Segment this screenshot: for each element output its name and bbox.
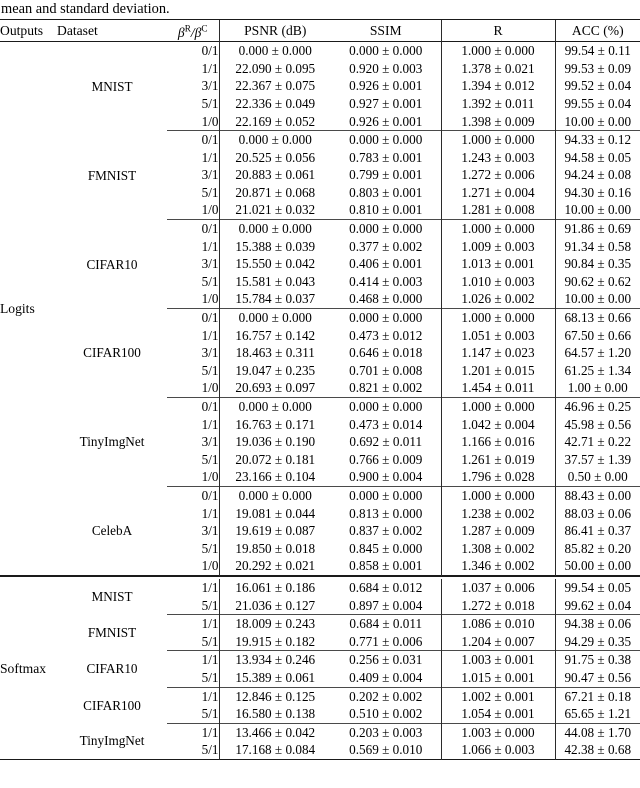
cell-r: 1.037 ± 0.006	[441, 579, 555, 597]
cell-acc: 91.86 ± 0.69	[555, 220, 640, 238]
column-header-ssim: SSIM	[369, 22, 402, 38]
cell-psnr: 22.367 ± 0.075	[219, 77, 331, 95]
cell-ssim: 0.414 ± 0.003	[349, 273, 423, 289]
cell-ssim: 0.701 ± 0.008	[349, 362, 423, 378]
cell-acc: 10.00 ± 0.00	[555, 113, 640, 131]
cell-r: 1.281 ± 0.008	[441, 201, 555, 219]
cell-ssim: 0.900 ± 0.004	[349, 469, 423, 485]
column-header-dataset: Dataset	[57, 22, 98, 38]
cell-psnr: 20.292 ± 0.021	[219, 557, 331, 575]
cell-ssim: 0.684 ± 0.012	[349, 579, 423, 595]
cell-psnr: 13.466 ± 0.042	[219, 724, 331, 742]
cell-psnr: 0.000 ± 0.000	[219, 131, 331, 149]
cell-psnr: 15.550 ± 0.042	[219, 255, 331, 273]
cell-beta-ratio: 3/1	[201, 167, 219, 183]
cell-r: 1.378 ± 0.021	[441, 60, 555, 78]
cell-beta-ratio: 1/1	[201, 505, 219, 521]
cell-ssim: 0.858 ± 0.001	[349, 558, 423, 574]
cell-acc: 88.43 ± 0.00	[555, 487, 640, 505]
cell-acc: 90.62 ± 0.62	[555, 273, 640, 291]
dataset-label: FMNIST	[87, 167, 137, 183]
cell-acc: 99.53 ± 0.09	[555, 60, 640, 78]
cell-beta-ratio: 0/1	[201, 43, 219, 59]
results-table-body	[0, 20, 640, 760]
cell-ssim: 0.473 ± 0.014	[349, 416, 423, 432]
cell-psnr: 16.757 ± 0.142	[219, 327, 331, 345]
cell-beta-ratio: 3/1	[201, 345, 219, 361]
dataset-label: TinyImgNet	[79, 434, 145, 450]
cell-acc: 0.50 ± 0.00	[555, 468, 640, 486]
cell-ssim: 0.406 ± 0.001	[349, 256, 423, 272]
cell-psnr: 18.463 ± 0.311	[219, 344, 331, 362]
table-row	[0, 220, 640, 238]
cell-acc: 99.54 ± 0.05	[555, 579, 640, 597]
cell-r: 1.042 ± 0.004	[441, 416, 555, 434]
table-row	[0, 42, 640, 60]
cell-ssim: 0.000 ± 0.000	[349, 221, 423, 237]
cell-psnr: 20.693 ± 0.097	[219, 379, 331, 397]
cell-ssim: 0.203 ± 0.003	[349, 724, 423, 740]
cell-psnr: 20.883 ± 0.061	[219, 166, 331, 184]
cell-beta-ratio: 5/1	[201, 742, 219, 758]
cell-psnr: 0.000 ± 0.000	[219, 398, 331, 416]
cell-beta-ratio: 5/1	[201, 273, 219, 289]
cell-r: 1.003 ± 0.000	[441, 724, 555, 742]
cell-ssim: 0.684 ± 0.011	[349, 616, 423, 632]
cell-r: 1.398 ± 0.009	[441, 113, 555, 131]
cell-r: 1.026 ± 0.002	[441, 290, 555, 308]
table-row	[0, 579, 640, 597]
dataset-label: CIFAR100	[83, 697, 141, 713]
cell-ssim: 0.646 ± 0.018	[349, 345, 423, 361]
cell-acc: 42.38 ± 0.68	[555, 741, 640, 759]
cell-r: 1.796 ± 0.028	[441, 468, 555, 486]
cell-ssim: 0.000 ± 0.000	[349, 43, 423, 59]
cell-r: 1.238 ± 0.002	[441, 505, 555, 523]
cell-acc: 10.00 ± 0.00	[555, 201, 640, 219]
cell-acc: 94.24 ± 0.08	[555, 166, 640, 184]
cell-ssim: 0.510 ± 0.002	[349, 706, 423, 722]
cell-psnr: 19.915 ± 0.182	[219, 633, 331, 651]
cell-psnr: 22.336 ± 0.049	[219, 95, 331, 113]
dataset-label: CelebA	[91, 523, 133, 539]
cell-r: 1.000 ± 0.000	[441, 398, 555, 416]
cell-r: 1.086 ± 0.010	[441, 615, 555, 633]
cell-acc: 94.30 ± 0.16	[555, 184, 640, 202]
table-row	[0, 688, 640, 706]
table-row	[0, 487, 640, 505]
section-label-softmax: Softmax	[0, 661, 47, 677]
cell-beta-ratio: 1/1	[201, 60, 219, 76]
cell-ssim: 0.813 ± 0.000	[349, 505, 423, 521]
cell-ssim: 0.783 ± 0.001	[349, 149, 423, 165]
cell-ssim: 0.771 ± 0.006	[349, 633, 423, 649]
cell-acc: 65.65 ± 1.21	[555, 705, 640, 723]
dataset-label: CIFAR10	[86, 256, 138, 272]
cell-r: 1.009 ± 0.003	[441, 238, 555, 256]
cell-ssim: 0.473 ± 0.012	[349, 327, 423, 343]
cell-psnr: 20.871 ± 0.068	[219, 184, 331, 202]
cell-acc: 10.00 ± 0.00	[555, 290, 640, 308]
cell-acc: 85.82 ± 0.20	[555, 540, 640, 558]
cell-acc: 99.54 ± 0.11	[555, 42, 640, 60]
caption-tail: mean and standard deviation.	[1, 1, 170, 17]
cell-beta-ratio: 3/1	[201, 256, 219, 272]
cell-acc: 68.13 ± 0.66	[555, 309, 640, 327]
cell-ssim: 0.377 ± 0.002	[349, 238, 423, 254]
cell-beta-ratio: 1/1	[201, 724, 219, 740]
cell-acc: 99.55 ± 0.04	[555, 95, 640, 113]
cell-beta-ratio: 0/1	[201, 310, 219, 326]
cell-beta-ratio: 3/1	[201, 434, 219, 450]
cell-ssim: 0.837 ± 0.002	[349, 523, 423, 539]
cell-beta-ratio: 1/1	[201, 327, 219, 343]
cell-acc: 90.47 ± 0.56	[555, 669, 640, 687]
cell-r: 1.271 ± 0.004	[441, 184, 555, 202]
cell-beta-ratio: 5/1	[201, 362, 219, 378]
cell-r: 1.015 ± 0.001	[441, 669, 555, 687]
cell-r: 1.000 ± 0.000	[441, 42, 555, 60]
cell-acc: 46.96 ± 0.25	[555, 398, 640, 416]
cell-acc: 64.57 ± 1.20	[555, 344, 640, 362]
cell-r: 1.272 ± 0.018	[441, 597, 555, 615]
cell-r: 1.147 ± 0.023	[441, 344, 555, 362]
cell-psnr: 18.009 ± 0.243	[219, 615, 331, 633]
cell-ssim: 0.202 ± 0.002	[349, 688, 423, 704]
cell-beta-ratio: 1/1	[201, 688, 219, 704]
cell-psnr: 20.525 ± 0.056	[219, 149, 331, 167]
cell-r: 1.287 ± 0.009	[441, 522, 555, 540]
cell-ssim: 0.000 ± 0.000	[349, 310, 423, 326]
cell-psnr: 21.021 ± 0.032	[219, 201, 331, 219]
cell-r: 1.261 ± 0.019	[441, 451, 555, 469]
cell-beta-ratio: 5/1	[201, 451, 219, 467]
table-row	[0, 651, 640, 669]
cell-beta-ratio: 1/0	[201, 291, 219, 307]
cell-beta-ratio: 1/1	[201, 238, 219, 254]
cell-r: 1.010 ± 0.003	[441, 273, 555, 291]
cell-r: 1.066 ± 0.003	[441, 741, 555, 759]
cell-beta-ratio: 1/0	[201, 558, 219, 574]
cell-r: 1.201 ± 0.015	[441, 362, 555, 380]
cell-psnr: 19.047 ± 0.235	[219, 362, 331, 380]
cell-psnr: 0.000 ± 0.000	[219, 220, 331, 238]
column-header-outputs: Outputs	[0, 22, 44, 38]
dataset-label: MNIST	[91, 588, 133, 604]
cell-acc: 67.50 ± 0.66	[555, 327, 640, 345]
cell-beta-ratio: 0/1	[201, 399, 219, 414]
dataset-label: MNIST	[91, 78, 133, 94]
cell-ssim: 0.692 ± 0.011	[349, 434, 423, 450]
horizontal-rule	[0, 759, 640, 760]
cell-psnr: 22.169 ± 0.052	[219, 113, 331, 131]
column-header-beta-ratio: $\beta^R/\beta^C$	[177, 23, 208, 40]
cell-psnr: 19.619 ± 0.087	[219, 522, 331, 540]
cell-psnr: 23.166 ± 0.104	[219, 468, 331, 486]
cell-ssim: 0.000 ± 0.000	[349, 132, 423, 148]
cell-beta-ratio: 1/0	[201, 113, 219, 129]
cell-beta-ratio: 1/1	[201, 652, 219, 668]
cell-r: 1.000 ± 0.000	[441, 220, 555, 238]
cell-acc: 45.98 ± 0.56	[555, 416, 640, 434]
cell-r: 1.003 ± 0.001	[441, 651, 555, 669]
dataset-label: CIFAR10	[86, 661, 138, 677]
cell-psnr: 16.061 ± 0.186	[219, 579, 331, 597]
cell-ssim: 0.000 ± 0.000	[349, 399, 423, 414]
cell-beta-ratio: 1/1	[201, 616, 219, 632]
cell-ssim: 0.000 ± 0.000	[349, 487, 423, 503]
cell-acc: 94.29 ± 0.35	[555, 633, 640, 651]
cell-r: 1.392 ± 0.011	[441, 95, 555, 113]
cell-ssim: 0.920 ± 0.003	[349, 60, 423, 76]
cell-acc: 42.71 ± 0.22	[555, 433, 640, 451]
cell-psnr: 20.072 ± 0.181	[219, 451, 331, 469]
cell-r: 1.204 ± 0.007	[441, 633, 555, 651]
results-table	[0, 19, 640, 760]
cell-beta-ratio: 0/1	[201, 221, 219, 237]
cell-ssim: 0.926 ± 0.001	[349, 78, 423, 94]
cell-r: 1.454 ± 0.011	[441, 379, 555, 397]
cell-beta-ratio: 5/1	[201, 706, 219, 722]
cell-acc: 61.25 ± 1.34	[555, 362, 640, 380]
table-row	[0, 309, 640, 327]
cell-psnr: 17.168 ± 0.084	[219, 741, 331, 759]
cell-ssim: 0.409 ± 0.004	[349, 669, 423, 685]
cell-r: 1.000 ± 0.000	[441, 131, 555, 149]
cell-psnr: 22.090 ± 0.095	[219, 60, 331, 78]
dataset-label: CIFAR100	[83, 345, 141, 361]
cell-psnr: 16.580 ± 0.138	[219, 705, 331, 723]
cell-psnr: 15.389 ± 0.061	[219, 669, 331, 687]
cell-acc: 99.52 ± 0.04	[555, 77, 640, 95]
table-row	[0, 724, 640, 742]
cell-psnr: 21.036 ± 0.127	[219, 597, 331, 615]
cell-ssim: 0.766 ± 0.009	[349, 451, 423, 467]
column-header-acc: ACC (%)	[555, 20, 640, 42]
cell-acc: 50.00 ± 0.00	[555, 557, 640, 575]
section-label-logits: Logits	[0, 300, 35, 316]
cell-psnr: 15.581 ± 0.043	[219, 273, 331, 291]
cell-psnr: 0.000 ± 0.000	[219, 487, 331, 505]
cell-acc: 94.38 ± 0.06	[555, 615, 640, 633]
cell-beta-ratio: 1/0	[201, 202, 219, 218]
cell-psnr: 19.850 ± 0.018	[219, 540, 331, 558]
cell-acc: 86.41 ± 0.37	[555, 522, 640, 540]
cell-r: 1.394 ± 0.012	[441, 77, 555, 95]
cell-r: 1.308 ± 0.002	[441, 540, 555, 558]
cell-acc: 94.58 ± 0.05	[555, 149, 640, 167]
cell-r: 1.166 ± 0.016	[441, 433, 555, 451]
cell-beta-ratio: 3/1	[201, 78, 219, 94]
cell-psnr: 19.036 ± 0.190	[219, 433, 331, 451]
column-header-r: R	[441, 20, 555, 42]
cell-acc: 67.21 ± 0.18	[555, 688, 640, 706]
cell-psnr: 15.784 ± 0.037	[219, 290, 331, 308]
cell-beta-ratio: 5/1	[201, 597, 219, 613]
cell-r: 1.272 ± 0.006	[441, 166, 555, 184]
cell-r: 1.346 ± 0.002	[441, 557, 555, 575]
cell-acc: 99.62 ± 0.04	[555, 597, 640, 615]
cell-ssim: 0.927 ± 0.001	[349, 95, 423, 111]
cell-psnr: 12.846 ± 0.125	[219, 688, 331, 706]
cell-beta-ratio: 3/1	[201, 523, 219, 539]
cell-psnr: 0.000 ± 0.000	[219, 309, 331, 327]
cell-beta-ratio: 0/1	[201, 132, 219, 148]
cell-r: 1.000 ± 0.000	[441, 309, 555, 327]
cell-r: 1.002 ± 0.001	[441, 688, 555, 706]
dataset-label: TinyImgNet	[79, 733, 145, 749]
cell-acc: 91.75 ± 0.38	[555, 651, 640, 669]
cell-ssim: 0.926 ± 0.001	[349, 113, 423, 129]
cell-beta-ratio: 1/1	[201, 416, 219, 432]
dataset-label: FMNIST	[87, 625, 137, 641]
cell-psnr: 16.763 ± 0.171	[219, 416, 331, 434]
cell-beta-ratio: 5/1	[201, 540, 219, 556]
cell-acc: 94.33 ± 0.12	[555, 131, 640, 149]
column-header-psnr: PSNR (dB)	[219, 20, 331, 42]
cell-beta-ratio: 1/1	[201, 579, 219, 595]
table-row	[0, 131, 640, 149]
cell-beta-ratio: 5/1	[201, 669, 219, 685]
cell-acc: 1.00 ± 0.00	[555, 379, 640, 397]
cell-beta-ratio: 1/0	[201, 380, 219, 396]
cell-acc: 44.08 ± 1.70	[555, 724, 640, 742]
cell-acc: 37.57 ± 1.39	[555, 451, 640, 469]
cell-acc: 91.34 ± 0.58	[555, 238, 640, 256]
cell-ssim: 0.810 ± 0.001	[349, 202, 423, 218]
cell-beta-ratio: 1/1	[201, 149, 219, 165]
cell-r: 1.243 ± 0.003	[441, 149, 555, 167]
cell-ssim: 0.897 ± 0.004	[349, 597, 423, 613]
cell-beta-ratio: 5/1	[201, 95, 219, 111]
cell-acc: 90.84 ± 0.35	[555, 255, 640, 273]
cell-ssim: 0.256 ± 0.031	[349, 652, 423, 668]
cell-r: 1.051 ± 0.003	[441, 327, 555, 345]
cell-psnr: 0.000 ± 0.000	[219, 42, 331, 60]
cell-psnr: 19.081 ± 0.044	[219, 505, 331, 523]
cell-ssim: 0.803 ± 0.001	[349, 184, 423, 200]
cell-ssim: 0.468 ± 0.000	[349, 291, 423, 307]
cell-ssim: 0.799 ± 0.001	[349, 167, 423, 183]
table-row	[0, 398, 640, 416]
cell-beta-ratio: 1/0	[201, 469, 219, 485]
table-row	[0, 615, 640, 633]
cell-beta-ratio: 5/1	[201, 633, 219, 649]
table-header-row	[0, 20, 640, 42]
cell-ssim: 0.821 ± 0.002	[349, 380, 423, 396]
cell-beta-ratio: 5/1	[201, 184, 219, 200]
cell-beta-ratio: 0/1	[201, 487, 219, 503]
cell-ssim: 0.569 ± 0.010	[349, 742, 423, 758]
cell-r: 1.054 ± 0.001	[441, 705, 555, 723]
cell-psnr: 13.934 ± 0.246	[219, 651, 331, 669]
cell-psnr: 15.388 ± 0.039	[219, 238, 331, 256]
cell-ssim: 0.845 ± 0.000	[349, 540, 423, 556]
cell-r: 1.000 ± 0.000	[441, 487, 555, 505]
cell-acc: 88.03 ± 0.06	[555, 505, 640, 523]
cell-r: 1.013 ± 0.001	[441, 255, 555, 273]
